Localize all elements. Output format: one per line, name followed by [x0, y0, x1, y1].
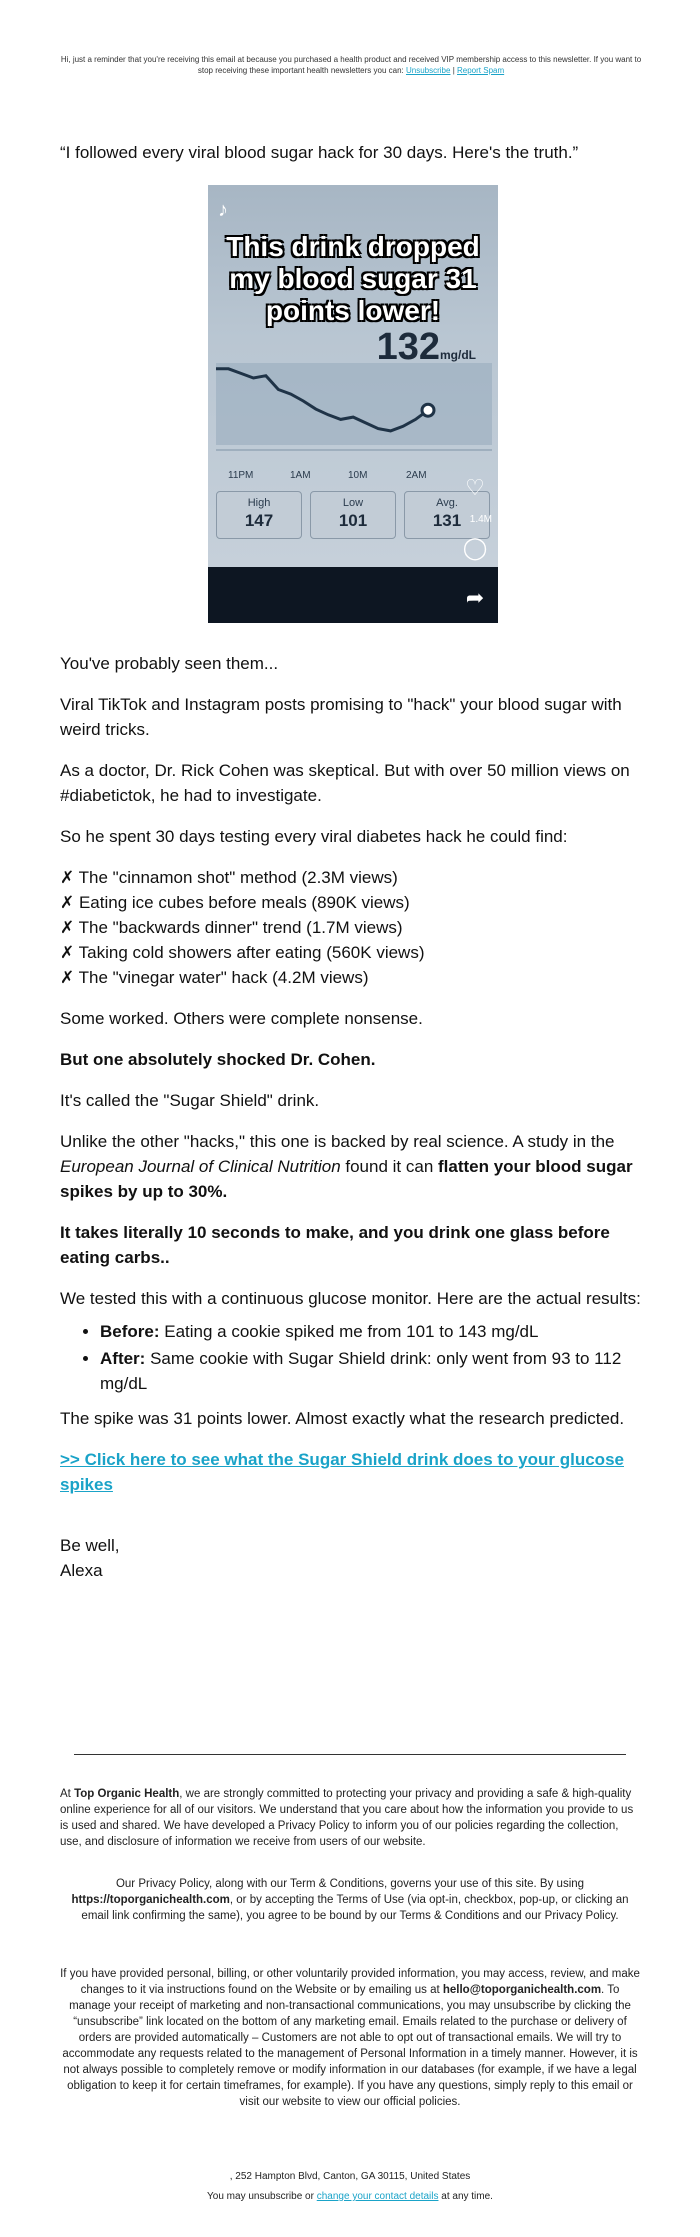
list-item: ✗ The "cinnamon shot" method (2.3M views): [60, 868, 398, 887]
separator: |: [452, 66, 455, 75]
time-tick: 11PM: [228, 470, 254, 481]
stat-low: [310, 491, 396, 539]
signoff: Be well,: [60, 1536, 120, 1555]
list-item: ✗ The "vinegar water" hack (4.2M views): [60, 968, 369, 987]
text: at any time.: [438, 2191, 493, 2202]
text: Unlike the other "hacks," this one is backed by real science. A study in the: [60, 1132, 615, 1151]
paragraph: Viral TikTok and Instagram posts promising to "hack" your blood sugar with weird tricks.: [60, 695, 622, 739]
bold-claim: flatten your blood sugar spikes by up to 30%.: [60, 1157, 633, 1201]
time-tick: 1AM: [290, 470, 311, 481]
video-headline: This drink dropped my blood sugar 31 points lower!: [226, 231, 480, 326]
legal-paragraph: [60, 1786, 640, 1850]
list-item: [100, 1319, 646, 1344]
legal-paragraph: [60, 1966, 640, 2110]
paragraph-bold: It takes literally 10 seconds to make, and you drink one glass before eating carbs..: [60, 1223, 610, 1267]
paragraph: Some worked. Others were complete nonsense.: [60, 1009, 423, 1028]
list-item: [100, 1346, 646, 1396]
result-text: Eating a cookie spiked me from 101 to 143 mg/dL: [159, 1322, 539, 1341]
glucose-monitor-screen: [208, 185, 498, 567]
stat-value: 131: [432, 511, 462, 530]
results-list: [100, 1319, 646, 1396]
site-url: https://toporganichealth.com: [71, 1894, 230, 1906]
paragraph: The spike was 31 points lower. Almost exactly what the research predicted.: [60, 1409, 625, 1428]
paragraph: [60, 1129, 646, 1204]
text: Our Privacy Policy, along with our Term & Conditions, governs your use of this site. By using: [115, 1878, 585, 1890]
chart-band: [216, 363, 492, 445]
journal-name: European Journal of Clinical Nutrition: [60, 1157, 341, 1176]
article-body: [60, 140, 646, 1599]
unsubscribe-link[interactable]: Unsubscribe: [405, 66, 451, 75]
change-contact-details-link[interactable]: change your contact details: [316, 2191, 439, 2202]
text: found it can: [340, 1157, 438, 1176]
stat-high: [216, 491, 302, 539]
text: , or by accepting the Terms of Use (via opt-in, checkbox, pop-up, or clicking an email link confirming the same), you agree to be bound by our Terms & Conditions and our Privacy Policy.: [81, 1894, 629, 1922]
footer-unsubscribe: [60, 2190, 640, 2204]
text: . To manage your receipt of marketing and non-transactional communications, you may unsubscribe by clicking the “unsubscribe” link located on the bottom of any marketing email. Emails related to the purchase or delivery of orders are provided automatically – Customers are not able to opt out of transactional emails. We will try to accommodate any requests related to the management of Personal Information in a timely manner. However, it is not always possible to completely remove or modify information in our databases (for example, if we have a legal obligation to keep it for certain timeframes, for example). If you have any questions, simply reply to this email or visit our website to view our official policies.: [62, 1984, 638, 2108]
result-label: After:: [100, 1349, 146, 1368]
paragraph: We tested this with a continuous glucose monitor. Here are the actual results:: [60, 1289, 641, 1308]
chart-time-axis: [208, 463, 498, 481]
stat-value: 101: [338, 511, 368, 530]
text: You may unsubscribe or: [207, 2191, 317, 2202]
paragraph: As a doctor, Dr. Rick Cohen was skeptical. But with over 50 million views on #diabetictok, he had to investigate.: [60, 761, 630, 805]
paragraph: So he spent 30 days testing every viral diabetes hack he could find:: [60, 827, 568, 846]
share-icon[interactable]: ➦: [465, 585, 485, 610]
tiktok-icon: ♪: [218, 199, 228, 221]
time-tick: 2AM: [406, 470, 427, 481]
result-label: Before:: [100, 1322, 160, 1341]
contact-email: hello@toporganichealth.com: [442, 1984, 602, 1996]
paragraph-bold: But one absolutely shocked Dr. Cohen.: [60, 1050, 376, 1069]
cta-link[interactable]: >> Click here to see what the Sugar Shield drink does to your glucose spikes: [60, 1450, 624, 1494]
signature: Alexa: [60, 1561, 103, 1580]
current-reading-marker: [422, 404, 434, 416]
article-quote: “I followed every viral blood sugar hack for 30 days. Here's the truth.”: [60, 143, 579, 162]
hack-list: [60, 865, 646, 990]
time-tick: 10M: [348, 470, 368, 481]
brand-name: Top Organic Health: [74, 1788, 180, 1800]
like-count: 1.4M: [469, 514, 492, 525]
tiktok-video-thumbnail[interactable]: [208, 185, 498, 623]
stat-label: Avg.: [436, 497, 458, 509]
comment-icon[interactable]: ◯: [462, 535, 488, 560]
legal-paragraph: [60, 1876, 640, 1924]
paragraph: You've probably seen them...: [60, 654, 279, 673]
glucose-reading-value: 132: [376, 326, 440, 368]
preheader: [58, 54, 644, 76]
report-spam-link[interactable]: Report Spam: [457, 66, 505, 75]
glucose-reading-unit: mg/dL: [440, 348, 476, 362]
text: If you have provided personal, billing, or other voluntarily provided information, you may access, review, and make changes to it via instructions found on the Website or by emailing us at: [60, 1968, 640, 1996]
heart-icon[interactable]: ♡: [465, 475, 485, 500]
text: At: [60, 1788, 75, 1800]
paragraph: It's called the "Sugar Shield" drink.: [60, 1091, 320, 1110]
stat-label: Low: [342, 497, 364, 509]
glucose-reading: [376, 326, 476, 368]
divider: [74, 1754, 626, 1755]
stat-label: High: [247, 497, 271, 509]
list-item: ✗ Taking cold showers after eating (560K views): [60, 943, 425, 962]
text: , we are strongly committed to protecting your privacy and providing a safe & high-quality online experience for all of our visitors. We understand that you care about how the information you provide to us is used and shared. We have developed a Privacy Policy to inform you of our policies regarding the collection, use, and disclosure of information we receive from users of our website.: [60, 1788, 634, 1848]
preheader-text: Hi, just a reminder that you're receiving this email at because you purchased a health product and received VIP membership access to this newsletter. If you want to stop receiving these important health newsletters you can:: [60, 55, 642, 75]
footer-address: , 252 Hampton Blvd, Canton, GA 30115, United States: [229, 2171, 471, 2182]
stat-value: 147: [244, 511, 274, 530]
list-item: ✗ The "backwards dinner" trend (1.7M views): [60, 918, 403, 937]
result-text: Same cookie with Sugar Shield drink: only went from 93 to 112 mg/dL: [100, 1349, 622, 1393]
list-item: ✗ Eating ice cubes before meals (890K views): [60, 893, 410, 912]
